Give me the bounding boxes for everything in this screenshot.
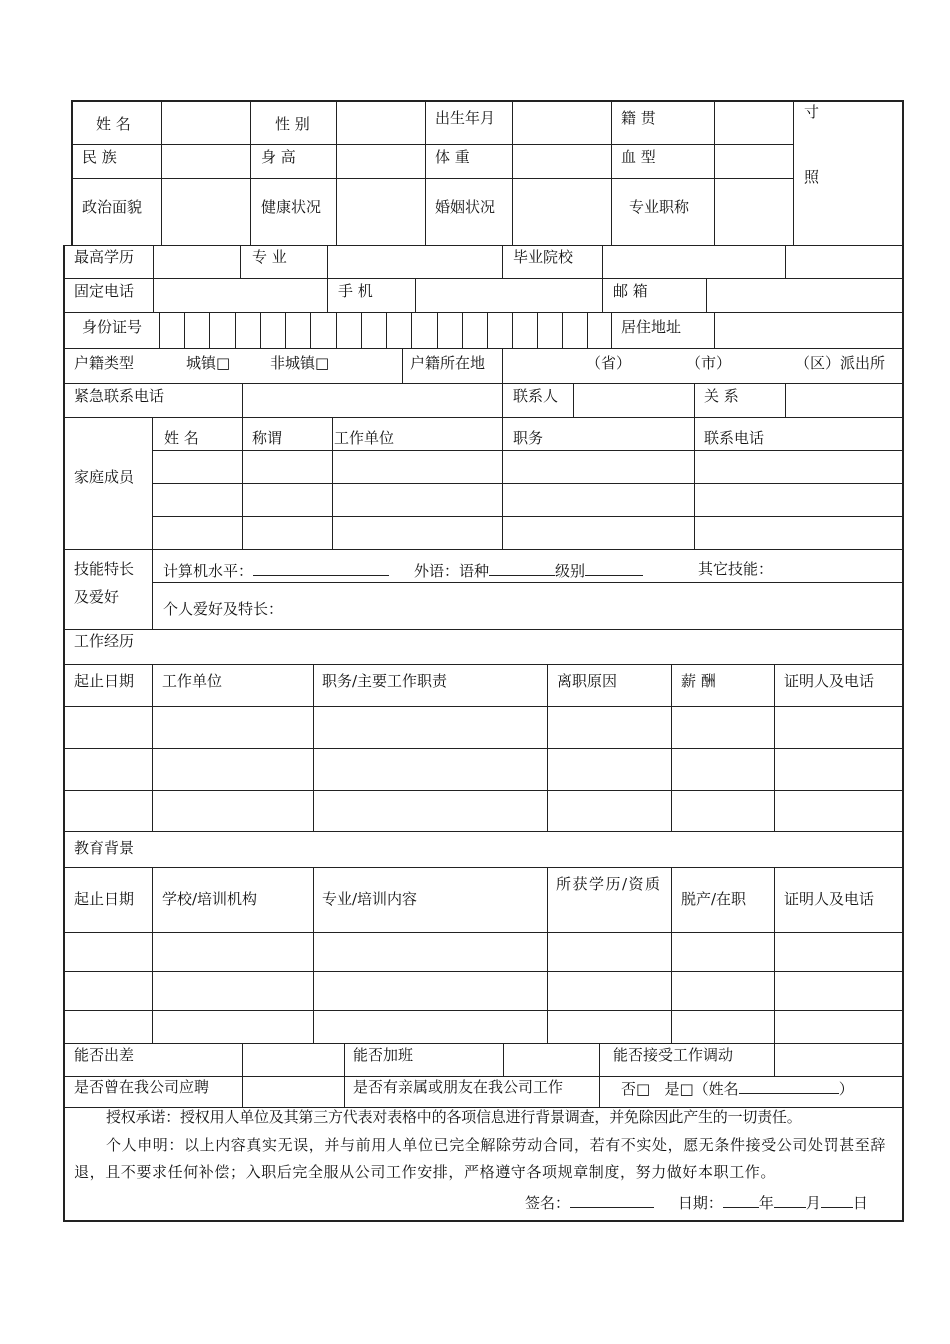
rule bbox=[64, 417, 903, 418]
label-email: 邮 箱 bbox=[613, 282, 648, 300]
rule bbox=[537, 312, 538, 348]
rule bbox=[152, 483, 903, 484]
rule bbox=[152, 664, 153, 831]
rule bbox=[64, 867, 903, 868]
edu-header-degree: 所获学历/资质 bbox=[556, 875, 662, 893]
rule bbox=[671, 664, 672, 831]
rule bbox=[714, 100, 715, 245]
photo-label-bottom: 照 bbox=[804, 168, 820, 186]
rule bbox=[64, 312, 903, 313]
language-level-line[interactable] bbox=[585, 560, 643, 576]
year-field[interactable] bbox=[723, 1192, 759, 1208]
label-address: 居住地址 bbox=[621, 318, 682, 336]
rule bbox=[159, 312, 160, 348]
section-work-history: 工作经历 bbox=[74, 632, 135, 650]
label-relation: 关 系 bbox=[704, 387, 739, 405]
rule bbox=[611, 312, 612, 348]
rule bbox=[64, 831, 903, 832]
rule bbox=[502, 348, 503, 383]
label-id-number: 身份证号 bbox=[82, 318, 143, 336]
signature-date-line[interactable] bbox=[525, 1192, 868, 1212]
language-label: 外语：语种 bbox=[414, 562, 490, 580]
rule bbox=[64, 348, 903, 349]
year-label: 年 bbox=[758, 1194, 774, 1212]
label-skills: 技能特长 bbox=[74, 560, 135, 578]
rule bbox=[611, 100, 612, 245]
label-hukou-type: 户籍类型 bbox=[74, 354, 135, 372]
rule bbox=[547, 867, 548, 1043]
family-header-name: 姓 名 bbox=[164, 429, 199, 447]
rule bbox=[64, 1010, 903, 1011]
rule bbox=[425, 100, 426, 245]
label-blood-type: 血 型 bbox=[621, 148, 656, 166]
rule bbox=[71, 144, 793, 145]
label-other-skills: 其它技能： bbox=[698, 560, 774, 578]
rule bbox=[714, 312, 715, 348]
rule bbox=[512, 100, 513, 245]
work-header-leave-reason: 离职原因 bbox=[557, 672, 618, 690]
relatives-answer[interactable] bbox=[621, 1078, 854, 1098]
month-field[interactable] bbox=[774, 1192, 806, 1208]
rule bbox=[774, 1043, 775, 1076]
label-city: （市） bbox=[686, 354, 732, 372]
rule bbox=[386, 312, 387, 348]
label-name: 姓 名 bbox=[96, 115, 131, 133]
authorization-statement: 授权承诺：授权用人单位及其第三方代表对表格中的各项信息进行背景调查，并免除因此产生的一切责任。 bbox=[106, 1108, 802, 1126]
computer-level-field[interactable] bbox=[163, 560, 389, 580]
rule bbox=[694, 417, 695, 549]
label-business-travel: 能否出差 bbox=[74, 1046, 135, 1064]
work-header-duties: 职务/主要工作职责 bbox=[322, 672, 448, 690]
rule bbox=[402, 348, 403, 383]
rule bbox=[694, 383, 695, 417]
label-school: 毕业院校 bbox=[513, 248, 574, 266]
section-education: 教育背景 bbox=[74, 839, 135, 857]
rule bbox=[64, 664, 903, 665]
rule bbox=[64, 748, 903, 749]
rule bbox=[502, 245, 503, 278]
checkbox-yes[interactable]: 是□（姓名 bbox=[664, 1080, 739, 1098]
checkbox-rural[interactable]: 非城镇□ bbox=[270, 354, 330, 372]
label-weight: 体 重 bbox=[435, 148, 470, 166]
edu-header-major: 专业/培训内容 bbox=[322, 890, 418, 908]
rule bbox=[64, 790, 903, 791]
label-contact-person: 联系人 bbox=[513, 387, 559, 405]
rule bbox=[152, 582, 903, 583]
label-province: （省） bbox=[586, 354, 632, 372]
rule bbox=[503, 1043, 504, 1076]
rule bbox=[152, 450, 903, 451]
rule bbox=[64, 629, 903, 630]
rule bbox=[344, 1043, 345, 1107]
rule bbox=[313, 867, 314, 1043]
rule bbox=[774, 867, 775, 1043]
border-bottom bbox=[63, 1220, 904, 1222]
label-marital-status: 婚姻状况 bbox=[435, 198, 496, 216]
label-mobile: 手 机 bbox=[338, 282, 373, 300]
rule bbox=[152, 516, 903, 517]
rule bbox=[462, 312, 463, 348]
rule bbox=[152, 867, 153, 1043]
rule bbox=[587, 312, 588, 348]
month-label: 月 bbox=[805, 1194, 821, 1212]
rule bbox=[285, 312, 286, 348]
day-field[interactable] bbox=[821, 1192, 853, 1208]
label-hobbies-side: 及爱好 bbox=[74, 588, 120, 606]
rule bbox=[785, 383, 786, 417]
rule bbox=[242, 383, 243, 417]
checkbox-no[interactable]: 否□ bbox=[621, 1080, 651, 1098]
rule bbox=[64, 278, 903, 279]
work-header-reference: 证明人及电话 bbox=[784, 672, 875, 690]
edu-header-dates: 起止日期 bbox=[74, 890, 135, 908]
language-field[interactable] bbox=[414, 560, 643, 580]
paren-close: ） bbox=[838, 1080, 854, 1098]
rule bbox=[250, 100, 251, 245]
label-applied-before: 是否曾在我公司应聘 bbox=[74, 1078, 210, 1096]
rule bbox=[512, 312, 513, 348]
rule bbox=[161, 100, 162, 245]
label-family-members: 家庭成员 bbox=[74, 468, 135, 486]
rule bbox=[64, 971, 903, 972]
border-left-upper bbox=[71, 100, 73, 246]
rule bbox=[671, 867, 672, 1043]
rule bbox=[547, 664, 548, 831]
label-overtime: 能否加班 bbox=[353, 1046, 414, 1064]
rule bbox=[64, 1076, 903, 1077]
rule bbox=[209, 312, 210, 348]
work-header-dates: 起止日期 bbox=[74, 672, 135, 690]
rule bbox=[327, 278, 328, 312]
rule bbox=[64, 383, 903, 384]
label-professional-title: 专业职称 bbox=[629, 198, 690, 216]
edu-header-reference: 证明人及电话 bbox=[784, 890, 875, 908]
rule bbox=[153, 245, 154, 278]
work-header-employer: 工作单位 bbox=[162, 672, 223, 690]
rule bbox=[706, 278, 707, 312]
label-landline: 固定电话 bbox=[74, 282, 135, 300]
label-gender: 性 别 bbox=[275, 115, 310, 133]
rule bbox=[260, 312, 261, 348]
language-level-label: 级别 bbox=[555, 562, 586, 580]
label-ethnicity: 民 族 bbox=[82, 148, 117, 166]
label-emergency-phone: 紧急联系电话 bbox=[74, 387, 165, 405]
rule bbox=[313, 664, 314, 831]
label-hukou-place: 户籍所在地 bbox=[410, 354, 486, 372]
label-height: 身 高 bbox=[261, 148, 296, 166]
rule bbox=[336, 312, 337, 348]
computer-level-line[interactable] bbox=[253, 560, 389, 576]
rule bbox=[332, 417, 333, 549]
rule bbox=[64, 932, 903, 933]
rule bbox=[240, 245, 241, 278]
rule bbox=[71, 178, 793, 179]
rule bbox=[153, 278, 154, 312]
rule bbox=[361, 312, 362, 348]
rule bbox=[437, 312, 438, 348]
rule bbox=[599, 1043, 600, 1107]
rule bbox=[64, 706, 903, 707]
rule bbox=[411, 312, 412, 348]
rule bbox=[793, 100, 794, 245]
personal-declaration: 个人申明：以上内容真实无误，并与前用人单位已完全解除劳动合同，若有不实处，愿无条件接受公司处罚甚至辞退，且不要求任何补偿；入职后完全服从公司工作安排，严格遵守各项规章制度，努力做好本职工作。 bbox=[74, 1136, 887, 1181]
label-health: 健康状况 bbox=[261, 198, 322, 216]
label-transfer: 能否接受工作调动 bbox=[613, 1046, 734, 1064]
family-header-position: 职务 bbox=[513, 429, 544, 447]
rule bbox=[152, 417, 153, 629]
computer-level-label: 计算机水平： bbox=[163, 562, 254, 580]
edu-header-school: 学校/培训机构 bbox=[162, 890, 258, 908]
signature-label: 签名： bbox=[525, 1194, 571, 1212]
family-header-employer: 工作单位 bbox=[334, 429, 395, 447]
rule bbox=[573, 383, 574, 417]
signature-field[interactable] bbox=[570, 1192, 654, 1208]
rule bbox=[785, 245, 786, 278]
date-label: 日期： bbox=[677, 1194, 723, 1212]
work-header-salary: 薪 酬 bbox=[681, 672, 716, 690]
border-right bbox=[902, 100, 904, 1222]
rule bbox=[184, 312, 185, 348]
rule bbox=[487, 312, 488, 348]
label-personal-hobbies: 个人爱好及特长： bbox=[163, 600, 284, 618]
rule bbox=[242, 417, 243, 549]
label-birth-date: 出生年月 bbox=[435, 109, 496, 127]
label-education: 最高学历 bbox=[74, 248, 135, 266]
label-political-status: 政治面貌 bbox=[82, 198, 143, 216]
rule bbox=[64, 549, 903, 550]
rule bbox=[242, 1043, 243, 1107]
rule bbox=[502, 417, 503, 549]
label-native-place: 籍 贯 bbox=[621, 109, 656, 127]
rule bbox=[415, 278, 416, 312]
rule bbox=[774, 664, 775, 831]
relative-name-line[interactable] bbox=[739, 1078, 839, 1094]
border-top bbox=[71, 100, 904, 102]
rule bbox=[310, 312, 311, 348]
rule bbox=[602, 245, 603, 278]
language-line[interactable] bbox=[489, 560, 555, 576]
rule bbox=[502, 383, 503, 417]
rule bbox=[327, 245, 328, 278]
day-label: 日 bbox=[852, 1194, 868, 1212]
rule bbox=[64, 245, 903, 246]
photo-label-top: 寸 bbox=[804, 103, 820, 121]
rule bbox=[235, 312, 236, 348]
label-relatives-in-company: 是否有亲属或朋友在我公司工作 bbox=[353, 1078, 564, 1096]
rule bbox=[562, 312, 563, 348]
rule bbox=[336, 100, 337, 245]
rule bbox=[64, 1043, 903, 1044]
family-header-relation: 称谓 bbox=[252, 429, 283, 447]
rule bbox=[602, 278, 603, 312]
label-major: 专 业 bbox=[252, 248, 287, 266]
label-district: （区）派出所 bbox=[795, 354, 886, 372]
family-header-phone: 联系电话 bbox=[704, 429, 765, 447]
checkbox-urban[interactable]: 城镇□ bbox=[186, 354, 231, 372]
edu-header-study-mode: 脱产/在职 bbox=[681, 890, 747, 908]
